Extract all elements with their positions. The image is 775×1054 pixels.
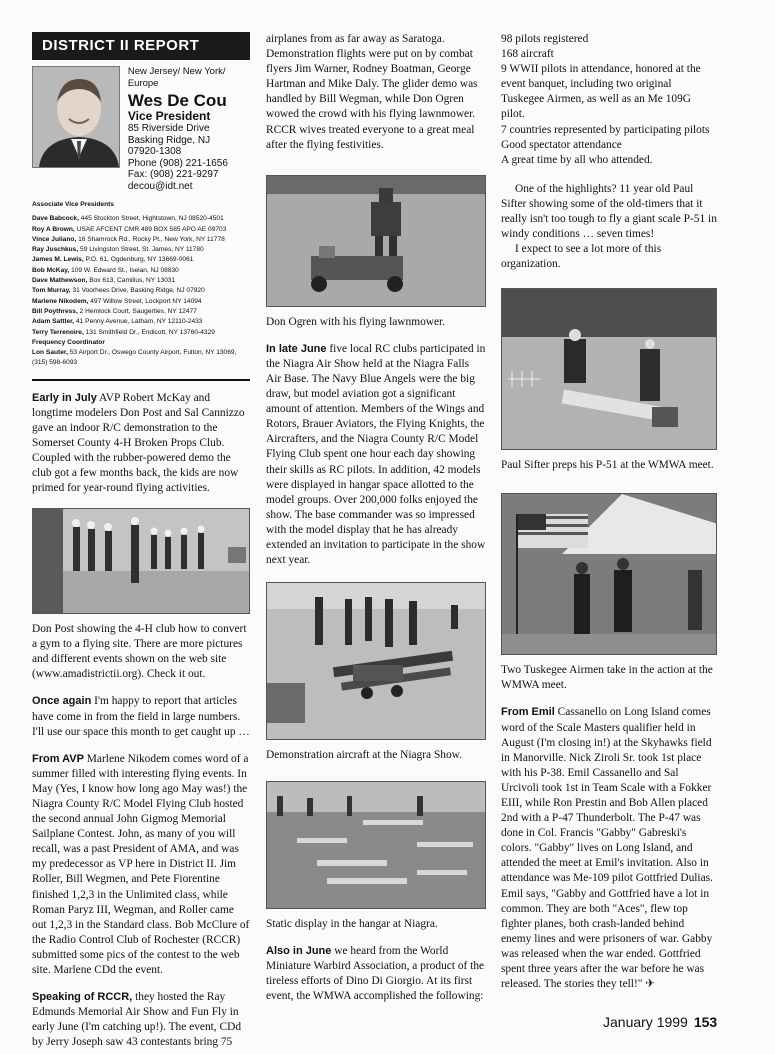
associates-heading: Associate Vice Presidents: [32, 201, 114, 208]
associate-entry: Roy A Brown, USAE AFCENT CMR 489 BOX 585 APO AE 09703: [32, 225, 227, 233]
issue-date: January 1999: [603, 1014, 688, 1030]
column-2: [266, 32, 486, 1005]
vp-email[interactable]: decou@idt.net: [127, 180, 193, 192]
caption-gym-demo: Don Post showing the 4-H club how to convert a gym to a flying site. There are more pictures and different events shown on the web site (www.amadistrictii.org). Check it out.: [32, 623, 247, 681]
associate-entry: Bob McKay, 109 W. Edward St., Iselan, NJ 08830: [32, 266, 179, 274]
list-item: 168 aircraft: [501, 48, 554, 61]
paragraph-highlights: One of the highlights? 11 year old Paul Sifter showing some of the old-timers that it really isn't too tough to fly a giant scale P-51 in windy conditions … seven times!: [501, 182, 717, 241]
photo-demonstration-aircraft: [266, 582, 486, 740]
district-banner: DISTRICT II REPORT: [32, 32, 250, 60]
associate-vp-list: [32, 200, 250, 369]
list-item: 7 countries represented by participating pilots: [501, 123, 710, 136]
caption-p51-prep: Paul Sifter preps his P-51 at the WMWA meet.: [501, 459, 714, 472]
associate-entry: Vince Juliano, 16 Shamrock Rd., Rocky Pt., New York, NY 11778: [32, 235, 225, 243]
vp-address1: 85 Riverside Drive: [127, 123, 210, 134]
associate-entry: Ray Juschkus, 59 Livingston Street, St. James, NY 11780: [32, 246, 204, 254]
caption-flying-lawnmower: Don Ogren with his flying lawnmower.: [266, 315, 446, 328]
paragraph-once-again: Once again I'm happy to report that articles have come in from the field in large numbers. I'll use our space this month to get caught up …: [32, 695, 250, 738]
caption-demonstration-aircraft: Demonstration aircraft at the Niagra Show.: [266, 749, 462, 762]
paragraph-4h-demo: Early in July AVP Robert McKay and longtime modelers Don Post and Sal Cannizzo gave an indoor R/C demonstration to the Somerset County 4-H Broken Props Club. Coupled with the rubber-powered demo the club got a few months back, the kids are now primed for year-round flying activities.: [32, 391, 245, 495]
wmwa-accomplishment-list: [501, 32, 717, 168]
paragraph-rccr: Speaking of RCCR, they hosted the Ray Edmunds Memorial Air Show and Fun Fly in early June (I'm catching up!). The event, CDd by Jerry Joseph saw 43 contestants bring 75: [32, 991, 242, 1049]
associate-entry: Marlene Nikodem, 497 Willow Street, Lockport NY 14094: [32, 297, 202, 305]
paragraph-wmwa: Also in June we heard from the World Miniature Warbird Association, a product of the tireless efforts of Dino Di Giorgio. At its first event, the WMWA accomplished the following:: [266, 945, 485, 1003]
associate-entry: Terry Terrenoire, 131 Smithfield Dr., Endicott, NY 13760-4329: [32, 328, 215, 336]
vp-info: [128, 66, 250, 192]
associate-entry: Dave Mathewson, Box 613, Camillus, NY 13031: [32, 277, 176, 285]
list-item: A great time by all who attended.: [501, 153, 653, 166]
photo-p51-prep: [501, 288, 717, 450]
associate-entry: James M. Lewis, P.O. 61, Ogdenburg, NY 13669-0061: [32, 256, 194, 264]
vp-portrait: [32, 66, 120, 168]
photo-flying-lawnmower: [266, 175, 486, 307]
paragraph-niagra-air-show: In late June five local RC clubs participated in the Niagra Air Show held at the Niagra Falls Air Base. The Navy Blue Angels were the big draw, but model aviation got a significant amount of attention. Members of the Wings and Rotors, Brauer Aviators, the Flying Knights, the Aircrafters, and the Niagra County R/C Model Flying Club spent one hour each day showing their skills as RC pilots. In addition, 42 models were displayed in hangar space allotted to the model groups. Over 200,000 folks enjoyed the show. The base commander was so impressed with the model display that he has already extended an invitation to participate in the show next year.: [266, 342, 486, 567]
vp-phone: Phone (908) 221-1656: [127, 157, 228, 169]
vp-name: Wes De Cou: [127, 91, 227, 110]
photo-tuskegee-airmen: [501, 493, 717, 655]
page-number: 153: [693, 1014, 718, 1030]
associate-entry: Dave Babcock, 445 Stockton Street, Hightstown, NJ 08520-4501: [32, 215, 224, 223]
paragraph-rccr-continued: airplanes from as far away as Saratoga. Demonstration flights were put on by combat flyers Jim Warner, Rodney Boatman, George Hartman and Mike Daly. The glider demo was handled by Bill Wegman, while Don Ogren wowed the crowd with his flying lawnmower. RCCR wives treated everyone to a great meal after the flying festivities.: [266, 33, 478, 151]
vp-zip: 07920-1308: [127, 146, 182, 157]
associate-entry: Adam Sattler, 41 Penny Avenue, Latham, NY 12110-2433: [32, 318, 203, 326]
paragraph-from-emil: From Emil Cassanello on Long Island comes word of the Scale Masters qualifier held in August (I'm closing in!) at the Skyhawks field in Manorville. Nick Ziroli Sr. took 1st place with his P-38. Emil Cassanello and Sal Urcivoli took 1st in Team Scale with a Fokker EIII, while Ron Prestin and Bob Allen placed 2nd with a P-47 Thunderbolt. The P-47 was done in Col. Francis "Gabby" Gabreski's colors. "Gabby" lives on Long Island, and attended the meet at Emil's invitation. Also in attendance was Me-109 pilot Gottfried Dulias. Emil says, "Gabby and Gottfried have a lot in common. They are both "Aces", flew top fighter planes, both crash-landed behind enemy lines and were prisoners of war. Gabby was released when the war ended. Gottfried spent three years after the war before he was released. The stories they tell!" ✈: [501, 706, 713, 991]
associate-entry: Bill Poythress, 2 Hemlock Court, Saugerties, NY 12477: [32, 307, 197, 315]
paragraph-from-avp: From AVP Marlene Nikodem comes word of a summer filled with interesting flying events. In May (Yes, I know how long ago May was!) the Niagra County R/C Model Flying Club hosted the second annual John Gigmog Memorial Sailplane Contest. John, as many of you will recall, was a past President of AMA, and was my predecessor as VP here in District II. Jim Roller, Bill Wegmen, and Pete Fiorentine finished 1,2,3 in the Unlimited class, while Roman Paryz III, Wegman, and Roller came out 1,2,3 in the Standard class. Bob McClure of the Radio Control Club of Rochester (RCCR) submitted some pics of the contest to the web site. Marlene CDd the event.: [32, 752, 250, 976]
vp-region: New Jersey/ New York/ Europe: [127, 66, 226, 89]
vp-fax: Fax: (908) 221-9297: [127, 169, 219, 180]
associate-entry: Tom Murray, 31 Voorhees Drive, Basking Ridge, NJ 07920: [32, 287, 205, 295]
list-item: 9 WWII pilots in attendance, honored at the event banquet, including two original Tuskegee Airmen, as well as an Me 109G pilot.: [501, 63, 701, 121]
caption-hangar-static-display: Static display in the hangar at Niagra.: [266, 918, 438, 931]
page-footer: [603, 1014, 717, 1030]
frequency-coordinator: Lon Sauter, 53 Airport Dr., Oswego County Airport, Fulton, NY 13069, (315) 598-6093: [32, 349, 237, 367]
caption-tuskegee-airmen: Two Tuskegee Airmen take in the action at the WMWA meet.: [501, 664, 713, 692]
section-divider: [32, 379, 250, 381]
frequency-heading: Frequency Coordinator: [32, 338, 105, 346]
vp-title: Vice President: [127, 109, 211, 123]
photo-hangar-static-display: [266, 781, 486, 909]
vp-address2: Basking Ridge, NJ: [127, 134, 211, 146]
vp-contact-box: [32, 66, 250, 192]
list-item: 98 pilots registered: [501, 33, 589, 45]
photo-gym-demo: [32, 508, 250, 614]
paragraph-expect-more: I expect to see a lot more of this organization.: [501, 243, 662, 271]
column-1: [32, 32, 250, 1050]
list-item: Good spectator attendance: [501, 138, 622, 151]
column-3: [501, 32, 717, 992]
